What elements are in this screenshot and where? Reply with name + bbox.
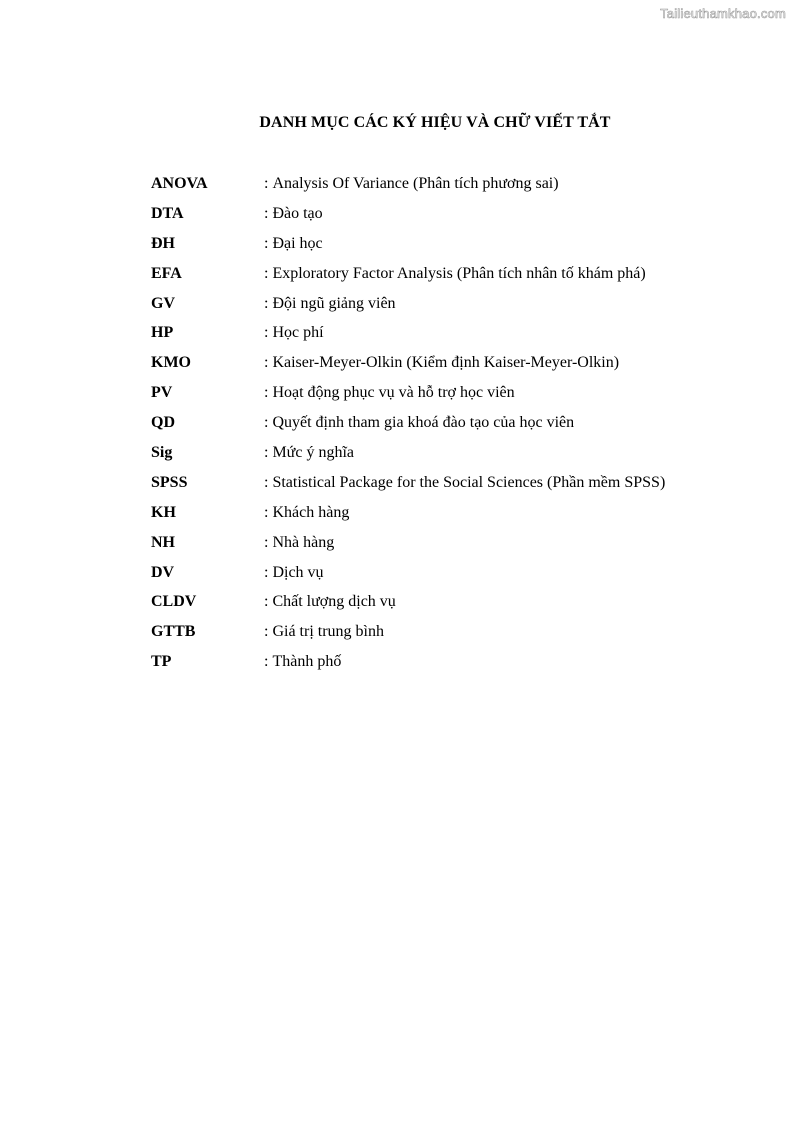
abbreviation-separator: : [264, 234, 269, 252]
abbreviation-code: ĐH [151, 234, 175, 252]
abbreviation-meaning: Nhà hàng [272, 533, 335, 551]
abbreviation-meaning: Khách hàng [272, 503, 350, 521]
abbreviation-meaning: Exploratory Factor Analysis (Phân tích nhân tố khám phá) [272, 264, 646, 282]
abbreviation-separator: : [264, 593, 269, 611]
abbreviation-meaning: Mức ý nghĩa [272, 443, 354, 461]
abbreviation-row [151, 617, 751, 647]
abbreviation-row [151, 199, 751, 229]
abbreviation-meaning: Dịch vụ [272, 563, 324, 581]
abbreviation-row [151, 647, 751, 677]
abbreviation-code: PV [151, 384, 173, 402]
abbreviation-meaning: Hoạt động phục vụ và hỗ trợ học viên [272, 384, 515, 402]
abbreviation-meaning: Statistical Package for the Social Sciences (Phần mềm SPSS) [272, 473, 666, 491]
abbreviation-meaning: Kaiser-Meyer-Olkin (Kiểm định Kaiser-Meyer-Olkin) [272, 354, 620, 372]
page-title: DANH MỤC CÁC KÝ HIỆU VÀ CHỮ VIẾT TẮT [259, 114, 611, 131]
abbreviation-row [151, 318, 751, 348]
abbreviation-separator: : [264, 174, 269, 192]
watermark: Tailieuthamkhao.com [660, 6, 786, 21]
abbreviation-row [151, 289, 751, 319]
abbreviation-code: DTA [151, 204, 184, 222]
abbreviation-separator: : [264, 503, 269, 521]
abbreviation-code: NH [151, 533, 175, 551]
abbreviation-row [151, 528, 751, 558]
abbreviation-row [151, 438, 751, 468]
abbreviation-row [151, 229, 751, 259]
abbreviation-code: EFA [151, 264, 182, 282]
abbreviation-row [151, 348, 751, 378]
abbreviation-separator: : [264, 354, 269, 372]
abbreviation-row [151, 259, 751, 289]
abbreviation-separator: : [264, 264, 269, 282]
abbreviation-code: Sig [151, 443, 173, 461]
abbreviation-row [151, 558, 751, 588]
abbreviation-meaning: Analysis Of Variance (Phân tích phương sai) [272, 174, 559, 192]
abbreviation-meaning: Đội ngũ giảng viên [272, 294, 396, 312]
abbreviation-separator: : [264, 623, 269, 641]
abbreviation-meaning: Học phí [272, 324, 324, 342]
abbreviation-code: CLDV [151, 593, 197, 611]
abbreviation-code: HP [151, 324, 174, 342]
abbreviation-code: GTTB [151, 623, 196, 641]
abbreviation-row [151, 378, 751, 408]
abbreviation-code: SPSS [151, 473, 188, 491]
abbreviation-code: DV [151, 563, 175, 581]
abbreviation-meaning: Chất lượng dịch vụ [272, 593, 396, 611]
abbreviation-code: ANOVA [151, 174, 208, 192]
abbreviation-row [151, 468, 751, 498]
abbreviation-separator: : [264, 653, 269, 671]
abbreviation-row [151, 498, 751, 528]
abbreviation-meaning: Giá trị trung bình [272, 623, 384, 641]
abbreviation-meaning: Đào tạo [272, 204, 323, 222]
abbreviation-row [151, 408, 751, 438]
abbreviation-row [151, 587, 751, 617]
abbreviation-row [151, 169, 751, 199]
abbreviation-separator: : [264, 294, 269, 312]
abbreviation-code: GV [151, 294, 175, 312]
abbreviation-separator: : [264, 443, 269, 461]
abbreviation-separator: : [264, 473, 269, 491]
abbreviation-code: KH [151, 503, 176, 521]
abbreviation-separator: : [264, 533, 269, 551]
abbreviation-list [151, 169, 751, 677]
abbreviation-separator: : [264, 204, 269, 222]
abbreviation-code: TP [151, 653, 172, 671]
abbreviation-separator: : [264, 324, 269, 342]
abbreviation-meaning: Thành phố [272, 653, 342, 671]
abbreviation-separator: : [264, 563, 269, 581]
abbreviation-code: QD [151, 414, 175, 432]
abbreviation-meaning: Quyết định tham gia khoá đào tạo của học viên [272, 414, 575, 432]
abbreviation-separator: : [264, 414, 269, 432]
abbreviation-meaning: Đại học [272, 234, 323, 252]
abbreviation-separator: : [264, 384, 269, 402]
abbreviation-code: KMO [151, 354, 191, 372]
